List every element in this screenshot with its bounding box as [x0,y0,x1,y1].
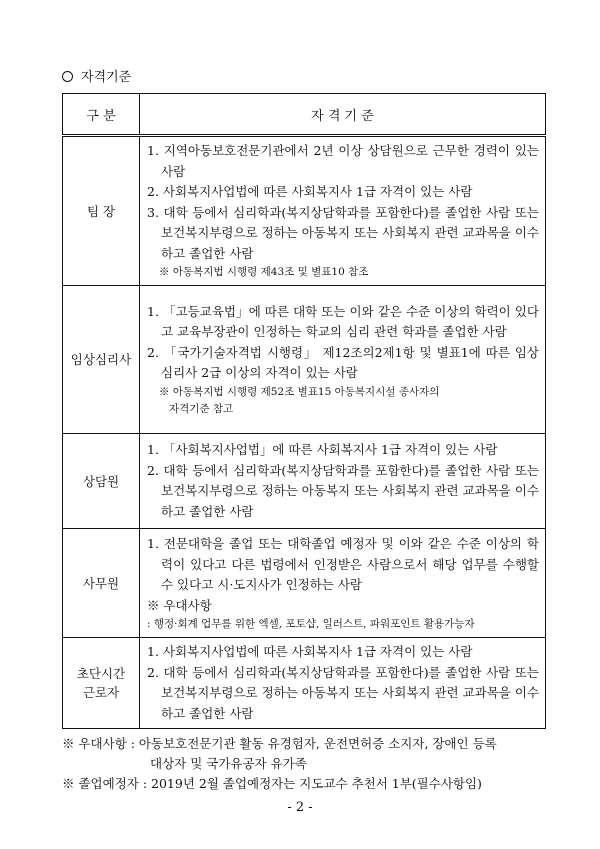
header-criteria: 자 격 기 준 [140,94,546,136]
criteria-item: 2. 사회복지사업법에 따른 사회복지사 1급 자격이 있는 사람 [147,184,473,199]
section-title: 자격기준 [81,70,132,85]
header-category: 구 분 [63,94,140,136]
criteria-cell [140,434,546,529]
table-row [63,136,546,286]
criteria-item: 3. 대학 등에서 심리학과(복지상담학과를 포함한다)를 졸업한 사람 또는 보건복지부령으로 정하는 아동복지 또는 사회복지 관련 교과목을 이수하고 졸업한 사람 [147,204,539,261]
criteria-note: ※ 아동복지법 시행령 제43조 및 별표10 참조 [159,266,369,278]
category-cell: 상담원 [63,434,140,529]
circle-bullet-icon [62,71,73,82]
criteria-note: 자격기준 참고 [169,402,234,415]
criteria-item: 1. 전문대학을 졸업 또는 대학졸업 예정자 및 이와 같은 수준 이상의 학력이 있다고 다른 법령에서 인정받은 사람으로서 해당 업무를 수행할 수 있다고 시·도지사가 인정하는 사람 [147,536,539,592]
graduate-footnote: ※ 졸업예정자 : 2019년 2월 졸업예정자는 지도교수 추천서 1부(필수사항임) [62,776,482,791]
preference-detail: : 행정·회계 업무를 위한 엑셀, 포토샵, 일러스트, 파워포인트 활용가능자 [147,618,475,630]
table-row [63,529,546,638]
category-cell: 사무원 [63,529,140,638]
criteria-item: 2. 「국가기술자격법 시행령」 제12조의2제1항 및 별표1에 따른 임상심리사 2급 이상의 자격이 있는 사람 [147,344,539,380]
criteria-item: 1. 「고등교육법」에 따른 대학 또는 이와 같은 수준 이상의 학력이 있다고 교육부장관이 인정하는 학교의 심리 관련 학과를 졸업한 사람 [147,303,539,339]
qualification-table [62,93,546,729]
criteria-cell [140,529,546,638]
criteria-item: 1. 사회복지사업법에 따른 사회복지사 1급 자격이 있는 사람 [147,644,473,659]
criteria-item: 1. 「사회복지사업법」에 따른 사회복지사 1급 자격이 있는 사람 [147,442,498,457]
category-line: 근로자 [82,685,120,700]
criteria-note: ※ 아동복지법 시행령 제52조 별표15 아동복지시설 종사자의 [159,385,440,398]
table-row [63,434,546,529]
criteria-item: 2. 대학 등에서 심리학과(복지상담학과를 포함한다)를 졸업한 사람 또는 보건복지부령으로 정하는 아동복지 또는 사회복지 관련 교과목을 이수하고 졸업한 사람 [147,462,539,519]
criteria-item: 2. 대학 등에서 심리학과(복지상담학과를 포함한다)를 졸업한 사람 또는 보건복지부령으로 정하는 아동복지 또는 사회복지 관련 교과목을 이수하고 졸업한 사람 [147,664,539,721]
criteria-item: 1. 지역아동보호전문기관에서 2년 이상 상담원으로 근무한 경력이 있는 사람 [147,143,539,179]
category-cell: 임상심리사 [63,286,140,434]
table-row [63,638,546,729]
table-header-row [63,94,546,136]
footnotes [62,734,552,794]
page-number: - 2 - [287,800,313,815]
category-cell: 팀 장 [63,136,140,286]
table-row [63,286,546,434]
criteria-cell [140,286,546,434]
criteria-cell [140,638,546,729]
preference-label: ※ 우대사항 [147,597,212,613]
category-cell [63,638,140,729]
preference-footnote: ※ 우대사항 : 아동보호전문기관 활동 유경험자, 운전면허증 소지자, 장애인 등록 [62,736,497,751]
preference-footnote-cont: 대상자 및 국가유공자 유가족 [150,756,307,771]
criteria-cell [140,136,546,286]
category-line: 초단시간 [76,666,126,681]
section-heading [62,66,131,85]
